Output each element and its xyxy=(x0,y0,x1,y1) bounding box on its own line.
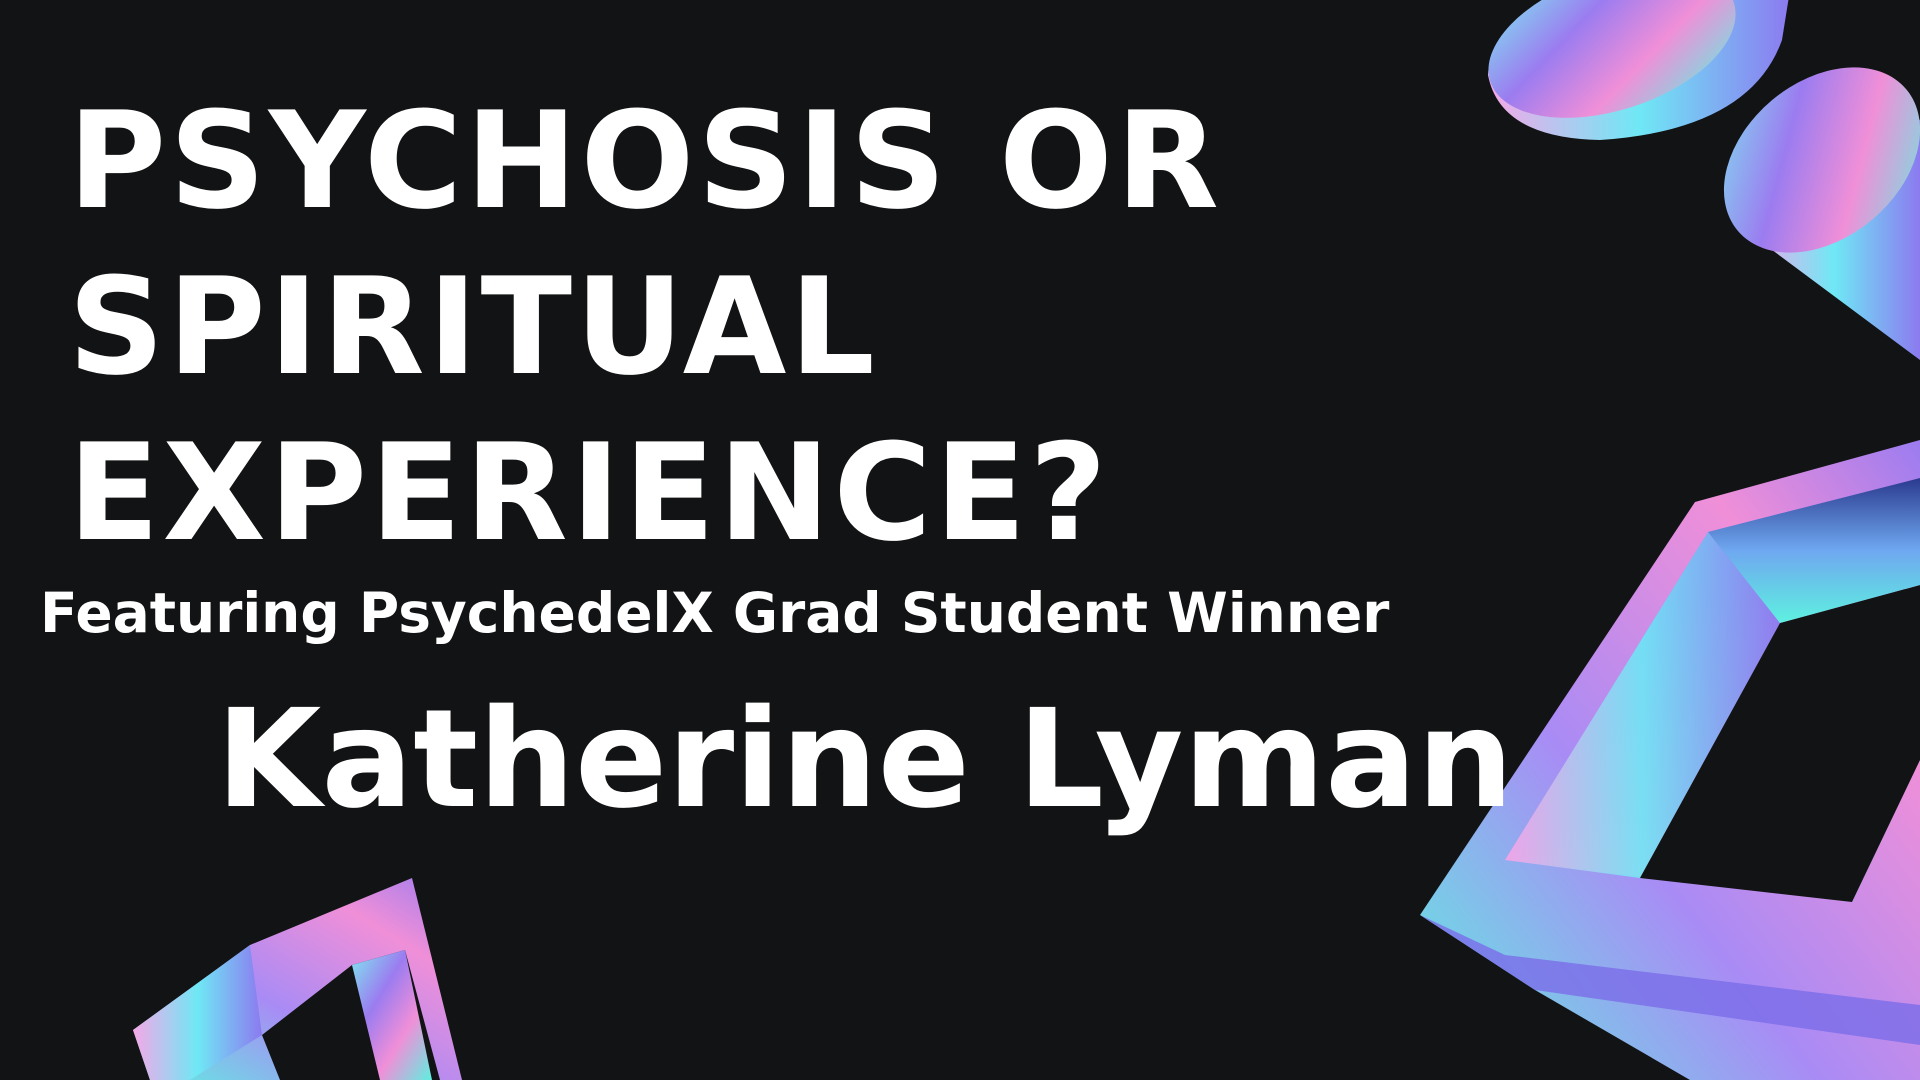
title-line-1: PSYCHOSIS OR xyxy=(68,83,1222,239)
holographic-disc-shape xyxy=(1469,0,1790,146)
title-line-2: SPIRITUAL xyxy=(68,249,878,405)
featuring-subtitle: Featuring PsychedelX Grad Student Winner xyxy=(40,581,1390,645)
slide-title xyxy=(68,78,1222,576)
speaker-name: Katherine Lyman xyxy=(216,681,1514,839)
title-line-3: EXPERIENCE? xyxy=(68,415,1110,571)
holographic-frame-small-shape xyxy=(133,878,462,1080)
